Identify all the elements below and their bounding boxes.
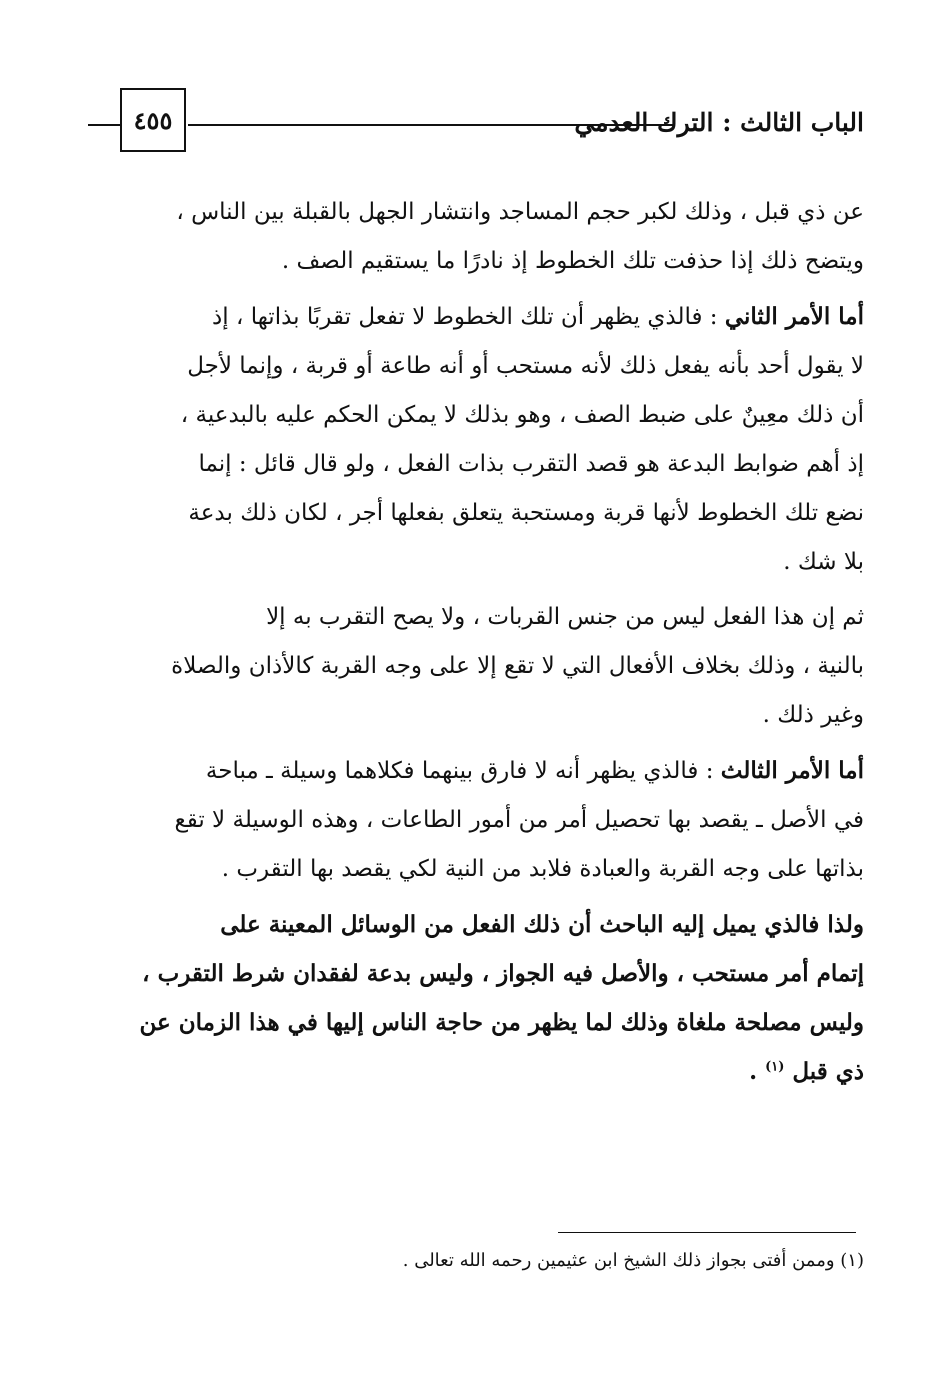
text-line [80,746,864,796]
paragraph-3 [80,593,864,740]
chapter-title: الباب الثالث : الترك العدمي [574,108,864,137]
text-line: نضع تلك الخطوط لأنها قربة ومستحبة يتعلق بفعلها أجر ، لكان ذلك بدعة [188,500,864,526]
text-line: ولذا فالذي يميل إليه الباحث أن ذلك الفعل من الوسائل المعينة على [220,911,864,938]
text-line: بلا شك . [783,549,864,575]
footnote: (١) وممن أفتى بجواز ذلك الشيخ ابن عثيمين رحمه الله تعالى . [402,1250,864,1271]
text-line [80,1047,864,1096]
section-lead: أما الأمر الثاني [724,303,864,330]
paragraph-1 [80,188,864,286]
paragraph-5 [80,900,864,1096]
text-line: إذ أهم ضوابط البدعة هو قصد التقرب بذات الفعل ، ولو قال قائل : إنما [198,451,864,477]
text-line: في الأصل ـ يقصد بها تحصيل أمر من أمور الطاعات ، وهذه الوسيلة لا تقع [174,807,864,833]
text-line: وغير ذلك . [762,702,864,728]
text-line: بذاتها على وجه القربة والعبادة فلابد من النية لكي يقصد بها التقرب . [221,856,864,882]
text-line: لا يقول أحد بأنه يفعل ذلك لأنه مستحب أو أنه طاعة أو قربة ، وإنما لأجل [187,353,864,379]
footnote-separator [558,1232,856,1233]
page-number: ٤٥٥ [133,105,173,135]
paragraph-4 [80,746,864,894]
text-segment: : فالذي يظهر أنه لا فارق بينهما فكلاهما وسيلة ـ مباحة [205,758,721,784]
body-text [80,188,864,1102]
text-line: عن ذي قبل ، وذلك لكبر حجم المساجد وانتشار الجهل بالقبلة بين الناس ، [176,199,864,225]
text-segment: . [749,1058,766,1085]
footnote-reference[interactable]: (١) [765,1059,785,1075]
text-line: إتمام أمر مستحب ، والأصل فيه الجواز ، وليس بدعة لفقدان شرط التقرب ، [142,960,864,987]
text-line: ثم إن هذا الفعل ليس من جنس القربات ، ولا يصح التقرب به إلا [266,604,864,630]
text-line: أن ذلك معِينٌ على ضبط الصف ، وهو بذلك لا يمكن الحكم عليه بالبدعية ، [180,402,864,428]
text-segment: ذي قبل [792,1058,864,1085]
text-line: بالنية ، وذلك بخلاف الأفعال التي لا تقع إلا على وجه القربة كالأذان والصلاة [171,653,864,679]
page-number-box [120,88,186,152]
text-line: ويتضح ذلك إذا حذفت تلك الخطوط إذ نادرًا ما يستقيم الصف . [281,248,864,274]
text-segment: : فالذي يظهر أن تلك الخطوط لا تفعل تقربًا بذاتها ، إذ [212,304,725,330]
page-header [88,88,864,158]
text-line [80,292,864,342]
section-lead: أما الأمر الثالث [720,757,864,784]
header-rule-left [88,124,120,126]
paragraph-2 [80,292,864,587]
text-line: وليس مصلحة ملغاة وذلك لما يظهر من حاجة الناس إليها في هذا الزمان عن [139,1009,864,1036]
